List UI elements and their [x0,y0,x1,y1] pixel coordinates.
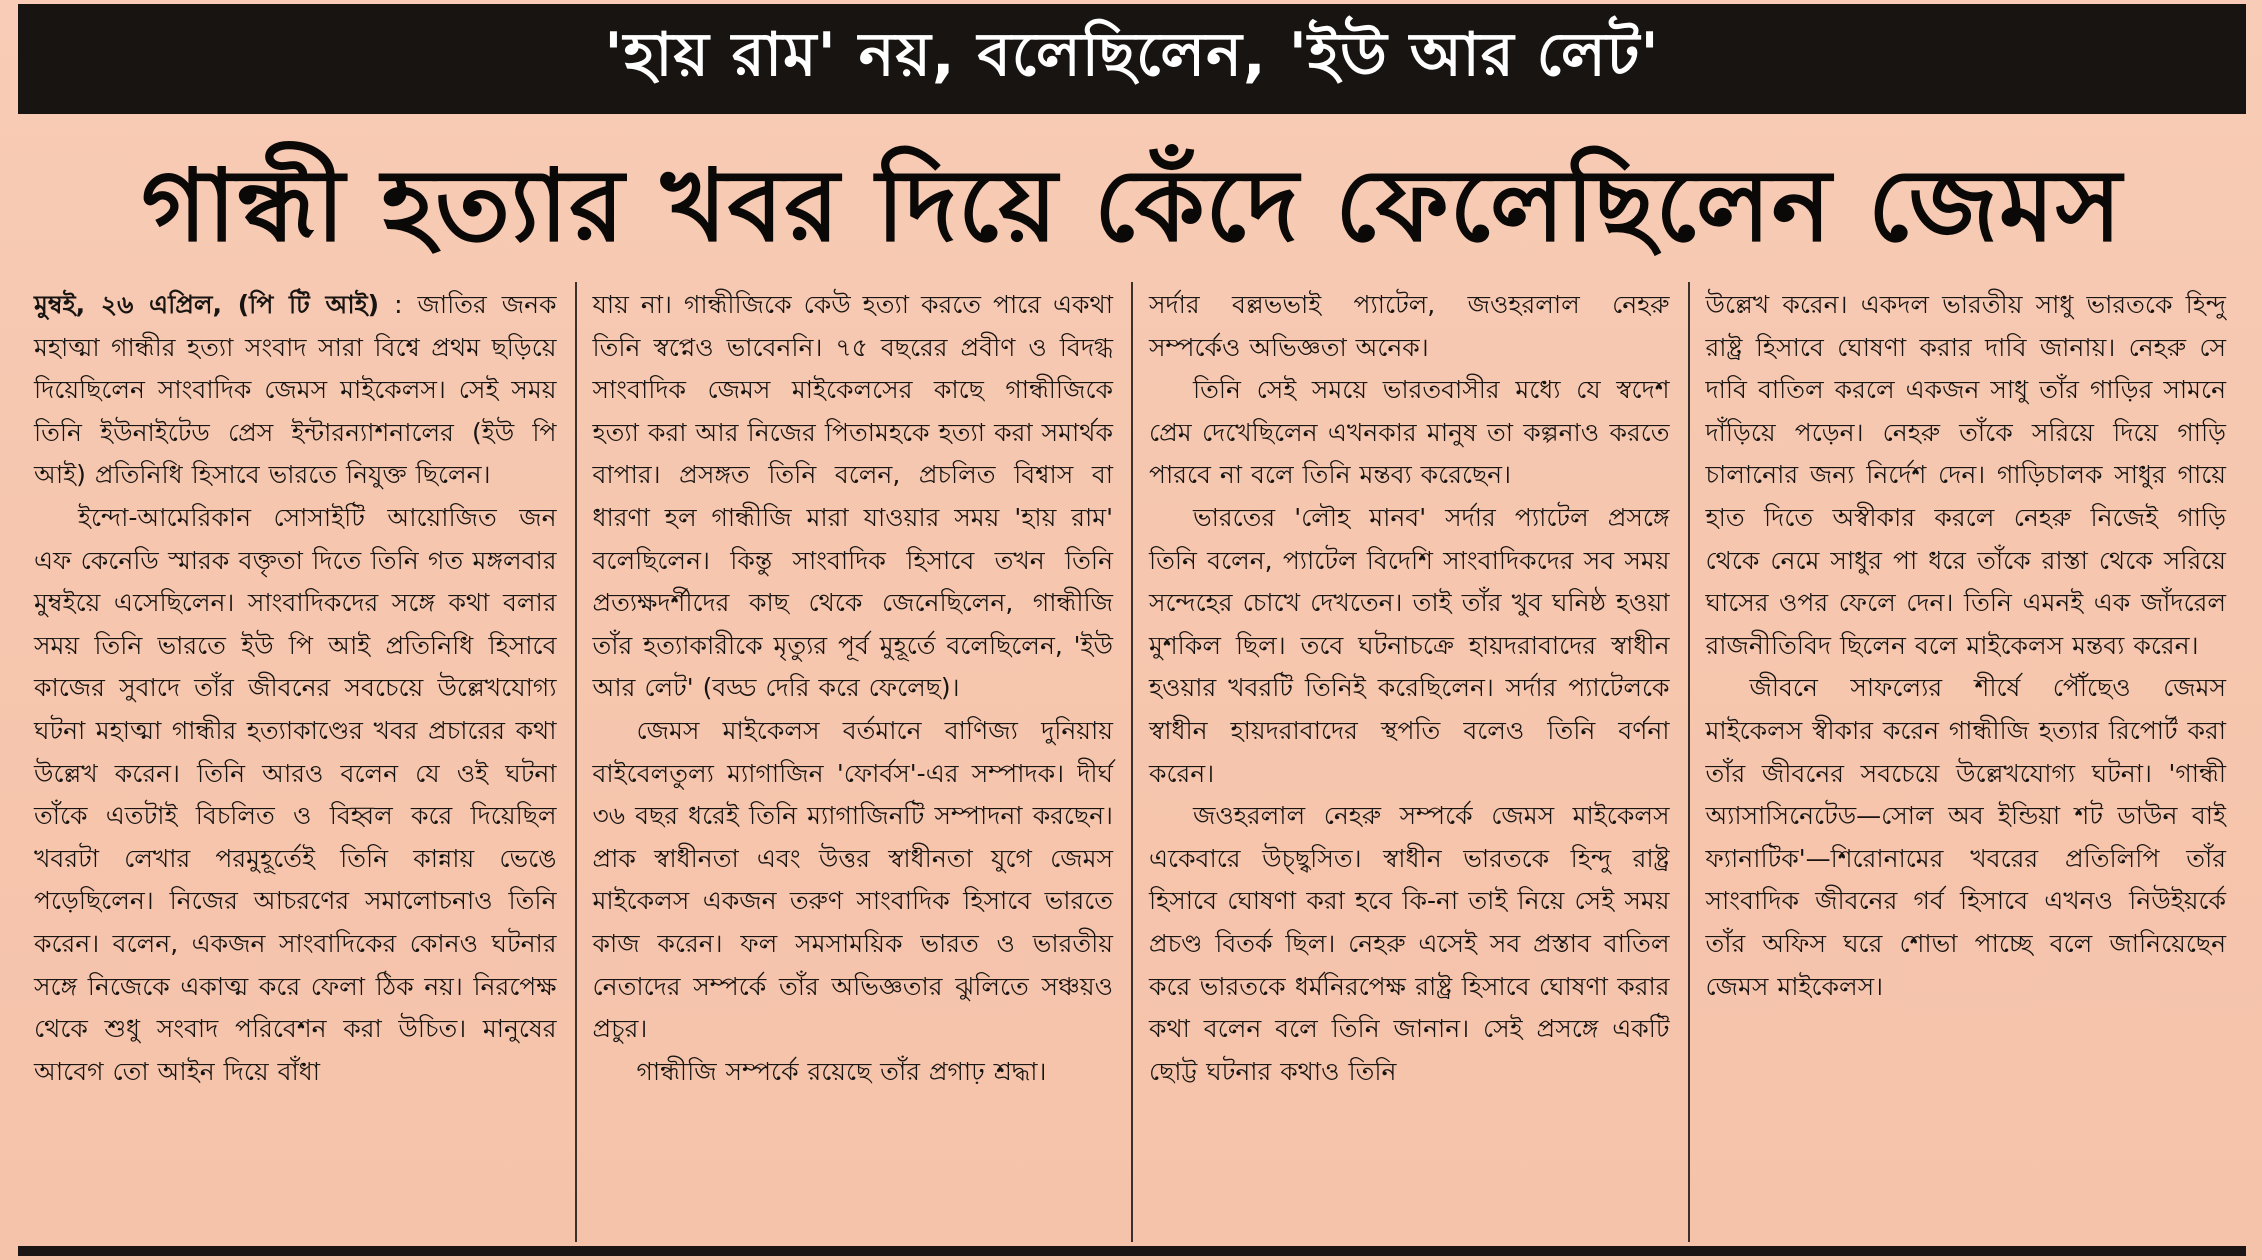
column-2-paragraph-1: যায় না। গান্ধীজিকে কেউ হত্যা করতে পারে একথা তিনি স্বপ্নেও ভাবেননি। ৭৫ বছরের প্রবীণ ও বিদগ্ধ সাংবাদিক জেমস মাইকেলসের কাছে গান্ধীজিকে হত্যা করা আর নিজের পিতামহকে হত্যা করা সমার্থক বাপার। প্রসঙ্গত তিনি বলেন, প্রচলিত বিশ্বাস বা ধারণা হল গান্ধীজি মারা যাওয়ার সময় 'হায় রাম' বলেছিলেন। কিন্তু সাংবাদিক হিসাবে তখন তিনি প্রত্যক্ষদর্শীদের কাছ থেকে জেনেছিলেন, গান্ধীজি তাঁর হত্যাকারীকে মৃত্যুর পূর্ব মুহূর্তে বলেছিলেন, 'ইউ আর লেট' (বড্ড দেরি করে ফেলেছ)। [592,290,1113,703]
column-4 [1688,282,2245,1242]
column-1-paragraph-1-text: জাতির জনক মহাত্মা গান্ধীর হত্যা সংবাদ সারা বিশ্বে প্রথম ছড়িয়ে দিয়েছিলেন সাংবাদিক জেমস মাইকেলস। সেই সময় তিনি ইউনাইটেড প্রেস ইন্টারন্যাশনালের (ইউ পি আই) প্রতিনিধি হিসাবে ভারতে নিযুক্ত ছিলেন। [34,290,557,490]
column-3-paragraph-1: সর্দার বল্লভভাই প্যাটেল, জওহরলাল নেহরু সম্পর্কেও অভিজ্ঞতা অনেক। [1149,290,1670,362]
bottom-rule [18,1246,2246,1256]
article-headline: গান্ধী হত্যার খবর দিয়ে কেঁদে ফেলেছিলেন জেমস [141,147,2123,264]
column-3 [1131,282,1688,1242]
column-4-paragraph-2: জীবনে সাফল্যের শীর্ষে পৌঁছেও জেমস মাইকেলস স্বীকার করেন গান্ধীজি হত্যার রিপোর্ট করা তাঁর জীবনের সবচেয়ে উল্লেখযোগ্য ঘটনা। 'গান্ধী অ্যাসাসিনেটেড—সোল অব ইন্ডিয়া শট ডাউন বাই ফ্যানাটিক'—শিরোনামের খবরের প্রতিলিপি তাঁর সাংবাদিক জীবনের গর্ব হিসাবে এখনও নিউইয়র্কে তাঁর অফিস ঘরে শোভা পাচ্ছে বলে জানিয়েছেন জেমস মাইকেলস। [1705,673,2226,1001]
dateline: মুম্বই, ২৬ এপ্রিল, (পি টি আই) [34,290,380,319]
column-4-paragraph-1: উল্লেখ করেন। একদল ভারতীয় সাধু ভারতকে হিন্দু রাষ্ট্র হিসাবে ঘোষণা করার দাবি জানায়। নেহরু সে দাবি বাতিল করলে একজন সাধু তাঁর গাড়ির সামনে দাঁড়িয়ে পড়েন। নেহরু তাঁকে সরিয়ে দিয়ে গাড়ি চালানোর জন্য নির্দেশ দেন। গাড়িচালক সাধুর গায়ে হাত দিতে অস্বীকার করলে নেহরু নিজেই গাড়ি থেকে নেমে সাধুর পা ধরে তাঁকে রাস্তা থেকে সরিয়ে ঘাসের ওপর ফেলে দেন। তিনি এমনই এক জাঁদরেল রাজনীতিবিদ ছিলেন বলে মাইকেলস মন্তব্য করেন। [1705,290,2226,660]
column-2-paragraph-2: জেমস মাইকেলস বর্তমানে বাণিজ্য দুনিয়ায় বাইবেলতুল্য ম্যাগাজিন 'ফোর্বস'-এর সম্পাদক। দীর্ঘ ৩৬ বছর ধরেই তিনি ম্যাগাজিনটি সম্পাদনা করছেন। প্রাক স্বাধীনতা এবং উত্তর স্বাধীনতা যুগে জেমস মাইকেলস একজন তরুণ সাংবাদিক হিসাবে ভারতে কাজ করেন। ফল সমসাময়িক ভারত ও ভারতীয় নেতাদের সম্পর্কে তাঁর অভিজ্ঞতার ঝুলিতে সঞ্চয়ও প্রচুর। [592,715,1113,1044]
column-3-paragraph-3: ভারতের 'লৌহ মানব' সর্দার প্যাটেল প্রসঙ্গে তিনি বলেন, প্যাটেল বিদেশি সাংবাদিকদের সব সময় সন্দেহের চোখে দেখতেন। তাই তাঁর খুব ঘনিষ্ঠ হওয়া মুশকিল ছিল। তবে ঘটনাচক্রে হায়দরাবাদের স্বাধীন হওয়ার খবরটি তিনিই করেছিলেন। সর্দার প্যাটেলকে স্বাধীন হায়দরাবাদের স্থপতি বলেও তিনি বর্ণনা করেন। [1149,502,1670,788]
column-1 [18,282,575,1242]
dateline-separator: : [379,290,418,319]
column-1-paragraph-1 [34,284,557,497]
column-2-paragraph-3: গান্ধীজি সম্পর্কে রয়েছে তাঁর প্রগাঢ় শ্রদ্ধা। [636,1056,1047,1086]
article-body [18,282,2244,1242]
column-3-paragraph-4: জওহরলাল নেহরু সম্পর্কে জেমস মাইকেলস একেবারে উচ্ছ্বসিত। স্বাধীন ভারতকে হিন্দু রাষ্ট্র হিসাবে ঘোষণা করা হবে কি-না তাই নিয়ে সেই সময় প্রচণ্ড বিতর্ক ছিল। নেহরু এসেই সব প্রস্তাব বাতিল করে ভারতকে ধর্মনিরপেক্ষ রাষ্ট্র হিসাবে ঘোষণা করার কথা বলেন বলে তিনি জানান। সেই প্রসঙ্গে একটি ছোট্ট ঘটনার কথাও তিনি [1149,801,1670,1086]
column-2 [575,282,1132,1242]
column-1-paragraph-2: ইন্দো-আমেরিকান সোসাইটি আয়োজিত জন এফ কেনেডি স্মারক বক্তৃতা দিতে তিনি গত মঙ্গলবার মুম্বইয়ে এসেছিলেন। সাংবাদিকদের সঙ্গে কথা বলার সময় তিনি ভারতে ইউ পি আই প্রতিনিধি হিসাবে কাজের সুবাদে তাঁর জীবনের সবচেয়ে উল্লেখযোগ্য ঘটনা মহাত্মা গান্ধীর হত্যাকাণ্ডের খবর প্রচারের কথা উল্লেখ করেন। তিনি আরও বলেন যে ওই ঘটনা তাঁকে এতটাই বিচলিত ও বিহ্বল করে দিয়েছিল খবরটা লেখার পরমুহূর্তেই তিনি কান্নায় ভেঙে পড়েছিলেন। নিজের আচরণের সমালোচনাও তিনি করেন। বলেন, একজন সাংবাদিকের কোনও ঘটনার সঙ্গে নিজেকে একাত্ম করে ফেলা ঠিক নয়। নিরপেক্ষ থেকে শুধু সংবাদ পরিবেশন করা উচিত। মানুষের আবেগ তো আইন দিয়ে বাঁধা [34,502,557,1086]
column-3-paragraph-2: তিনি সেই সময়ে ভারতবাসীর মধ্যে যে স্বদেশ প্রেম দেখেছিলেন এখনকার মানুষ তা কল্পনাও করতে পারবে না বলে তিনি মন্তব্য করেছেন। [1149,375,1670,490]
article-kicker: 'হায় রাম' নয়, বলেছিলেন, 'ইউ আর লেট' [18,4,2246,114]
